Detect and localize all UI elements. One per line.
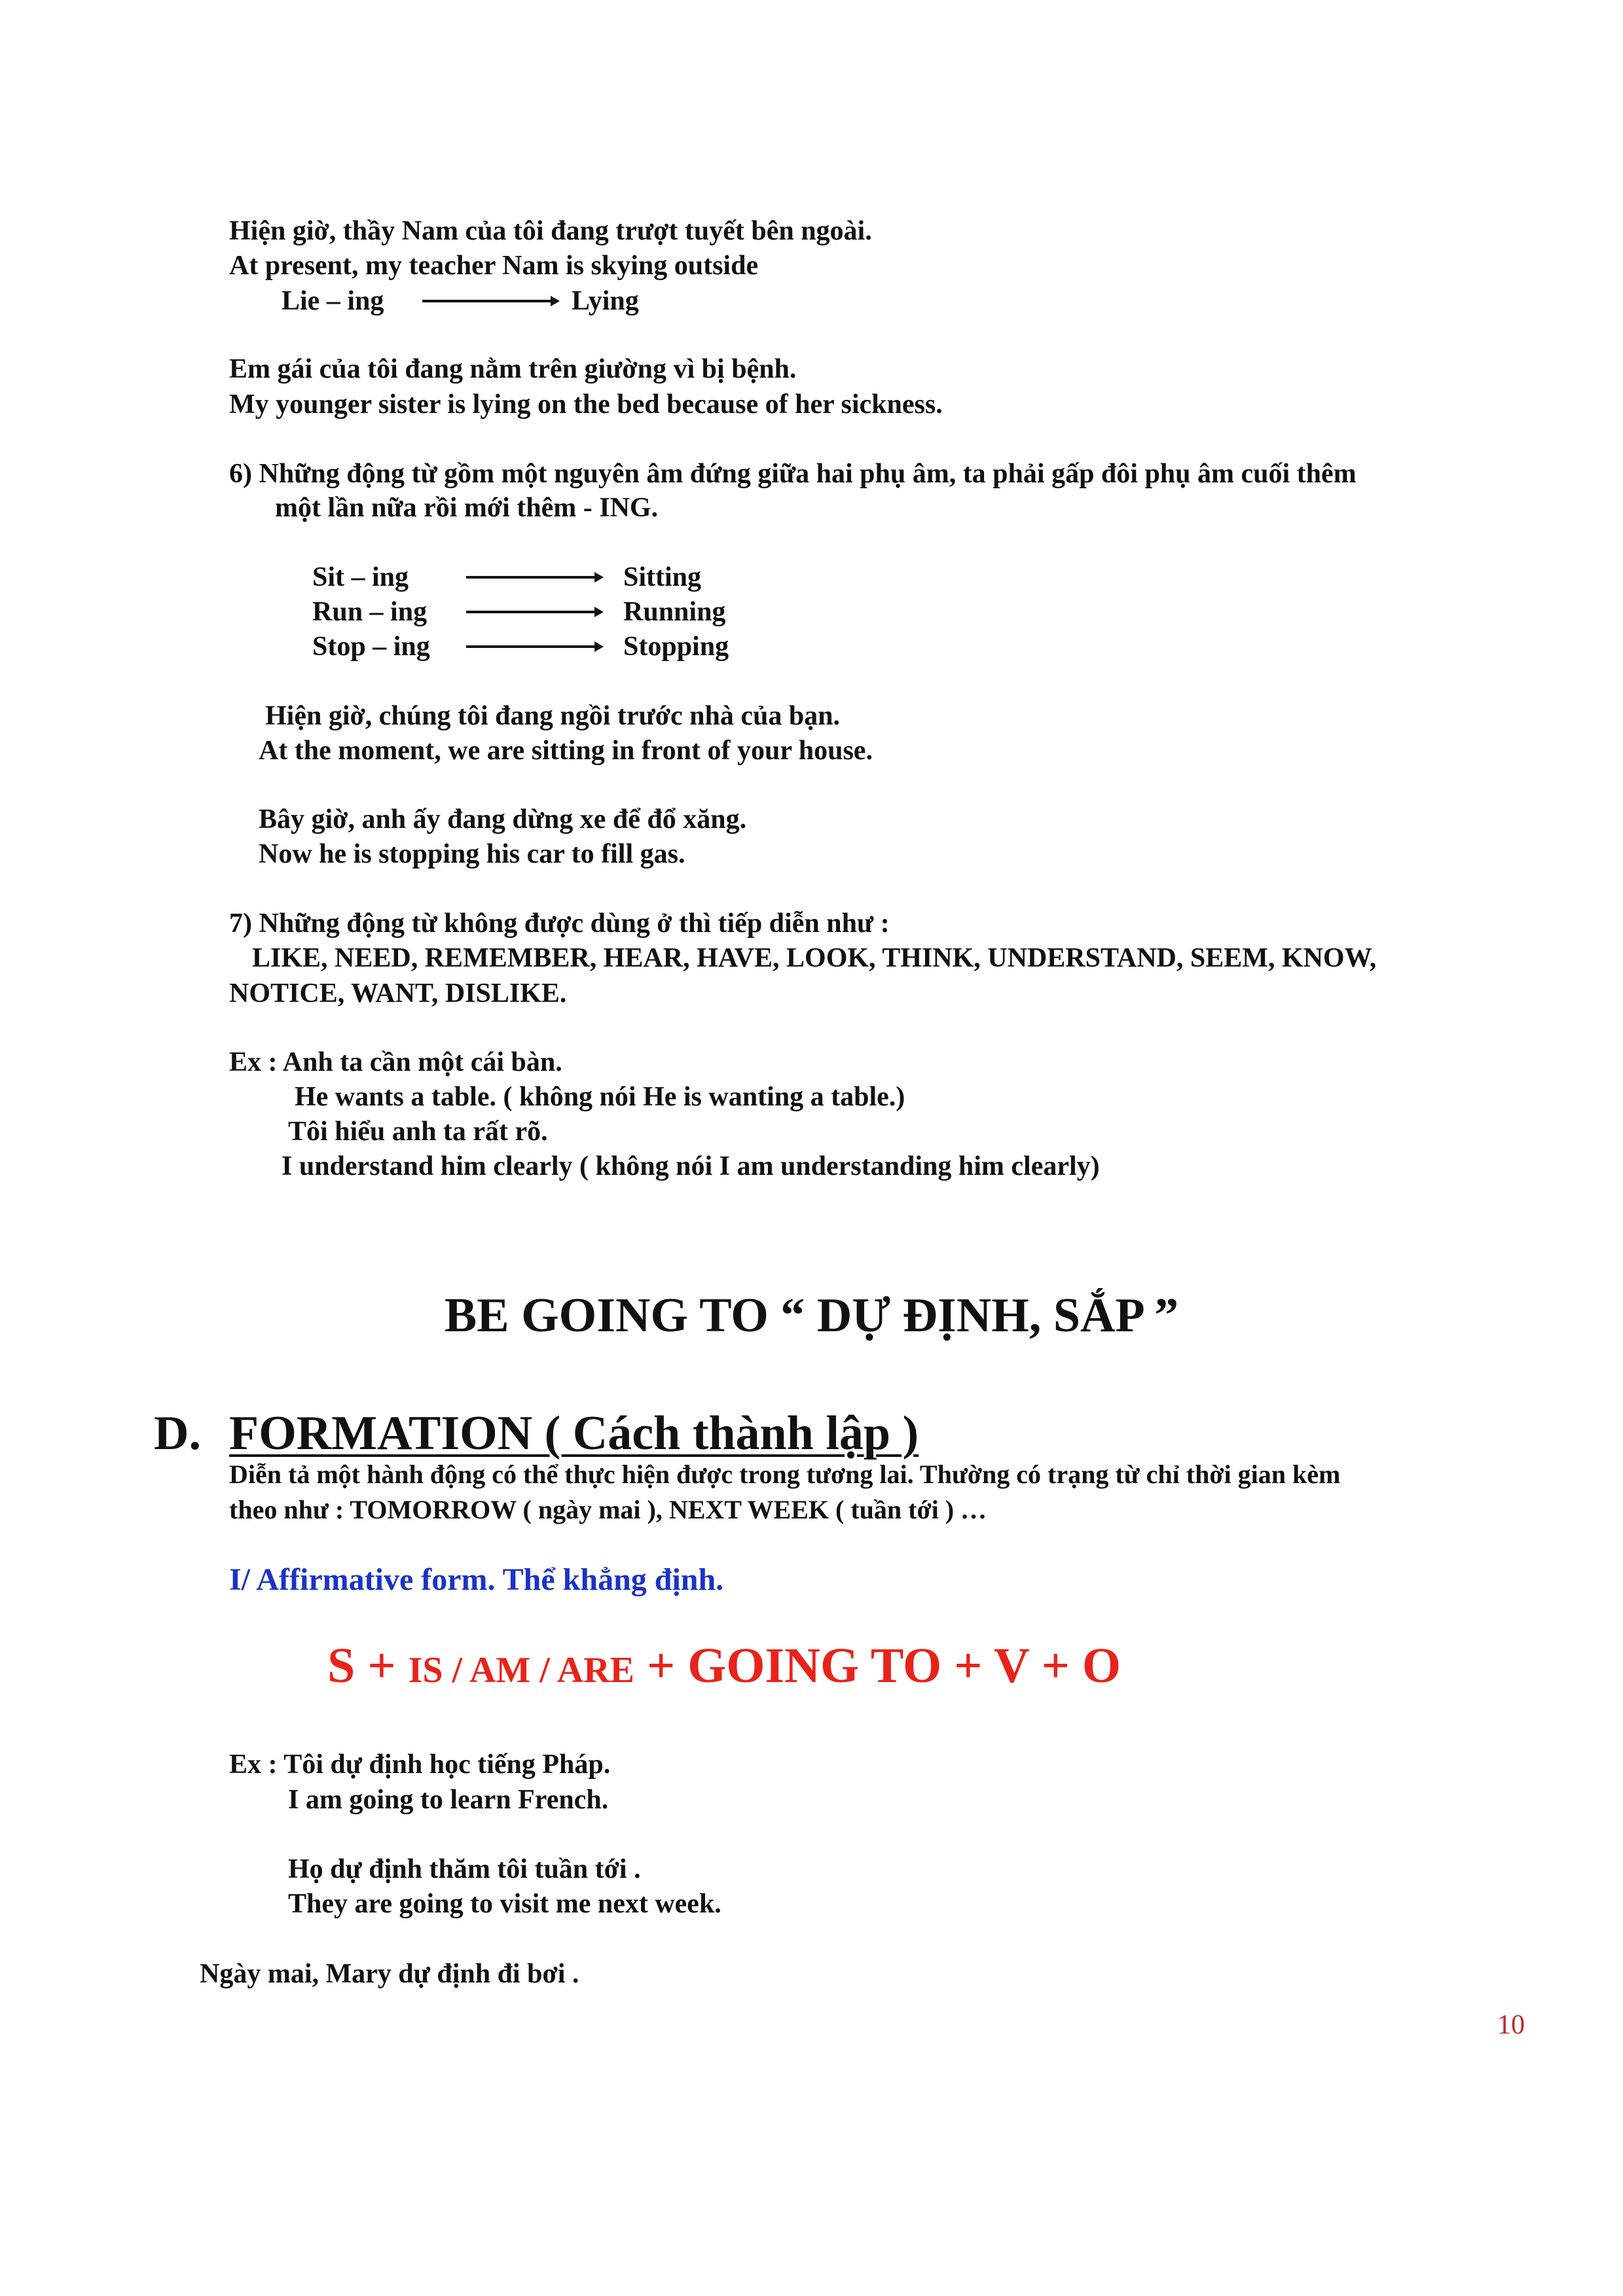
- example-vi-line: Tôi hiểu anh ta rất rõ.: [288, 1117, 548, 1147]
- section-letter: D.: [154, 1407, 201, 1460]
- example-en-line: At present, my teacher Nam is skying outside: [229, 251, 759, 281]
- rule-6-text: 6) Những động từ gồm một nguyên âm đứng giữa hai phụ âm, ta phải gấp đôi phụ âm cuối thêm: [229, 459, 1357, 489]
- verb-base: Lie – ing: [282, 286, 384, 316]
- spelling-rule-row: [312, 560, 771, 594]
- right-arrow-icon: [466, 569, 604, 585]
- page-number: 10: [1497, 2010, 1525, 2040]
- right-arrow-icon: [422, 293, 560, 309]
- verb-ing: Sitting: [623, 562, 702, 592]
- verb-ing: Running: [623, 597, 726, 627]
- example-en-line: I am going to learn French.: [288, 1785, 609, 1815]
- formula-rest: + GOING TO + V + O: [634, 1638, 1122, 1693]
- rule-6-text-cont: một lần nữa rồi mới thêm - ING.: [275, 493, 659, 523]
- formula-subject: S +: [327, 1638, 409, 1693]
- verb-base: Run – ing: [312, 597, 428, 627]
- example-en-line: Now he is stopping his car to fill gas.: [259, 839, 685, 869]
- formula-be: IS / AM / ARE: [408, 1650, 634, 1691]
- section-heading: FORMATION ( Cách thành lập ): [229, 1407, 919, 1460]
- formula: [327, 1636, 1121, 1709]
- example-vi-line: Bây giờ, anh ấy đang dừng xe để đổ xăng.: [259, 804, 747, 834]
- verb-ing: Lying: [572, 286, 639, 316]
- verb-base: Stop – ing: [312, 632, 430, 662]
- example-vi-line: Hiện giờ, chúng tôi đang ngồi trước nhà của bạn.: [265, 701, 841, 731]
- example-en-line: My younger sister is lying on the bed because of her sickness.: [229, 389, 943, 420]
- subheading-affirmative: I/ Affirmative form. Thể khẳng định.: [229, 1562, 724, 1597]
- example-vi-line: Ex : Anh ta cần một cái bàn.: [229, 1047, 562, 1077]
- description-text: Diễn tả một hành động có thể thực hiện được trong tương lai. Thường có trạng từ chỉ thời gian kèm: [229, 1460, 1341, 1489]
- description-text-cont: theo như : TOMORROW ( ngày mai ), NEXT WEEK ( tuần tới ) …: [229, 1495, 987, 1524]
- example-en-line: They are going to visit me next week.: [288, 1889, 721, 1919]
- page-title: BE GOING TO “ DỰ ĐỊNH, SẮP ”: [444, 1289, 1179, 1342]
- verb-base: Sit – ing: [312, 562, 409, 592]
- spelling-rule-row: [282, 284, 674, 318]
- verb-list: LIKE, NEED, REMEMBER, HEAR, HAVE, LOOK, THINK, UNDERSTAND, SEEM, KNOW,: [252, 943, 1377, 973]
- example-vi-line: Họ dự định thăm tôi tuần tới .: [288, 1854, 641, 1884]
- spelling-rule-row: [312, 630, 771, 664]
- example-en-line: He wants a table. ( không nói He is wanting a table.): [295, 1082, 905, 1112]
- example-vi-line: Ngày mai, Mary dự định đi bơi .: [200, 1959, 579, 1989]
- example-vi-line: Em gái của tôi đang nằm trên giường vì bị bệnh.: [229, 354, 797, 384]
- right-arrow-icon: [466, 639, 604, 655]
- verb-ing: Stopping: [623, 632, 729, 662]
- right-arrow-icon: [466, 604, 604, 620]
- example-vi-line: Hiện giờ, thầy Nam của tôi đang trượt tuyết bên ngoài.: [229, 216, 872, 246]
- verb-list-cont: NOTICE, WANT, DISLIKE.: [229, 978, 567, 1009]
- rule-7-text: 7) Những động từ không được dùng ở thì tiếp diễn như :: [229, 908, 890, 939]
- spelling-rule-row: [312, 595, 771, 629]
- example-en-line: At the moment, we are sitting in front of your house.: [259, 736, 873, 766]
- example-en-line: I understand him clearly ( không nói I am understanding him clearly): [282, 1151, 1100, 1181]
- example-vi-line: Ex : Tôi dự định học tiếng Pháp.: [229, 1749, 611, 1780]
